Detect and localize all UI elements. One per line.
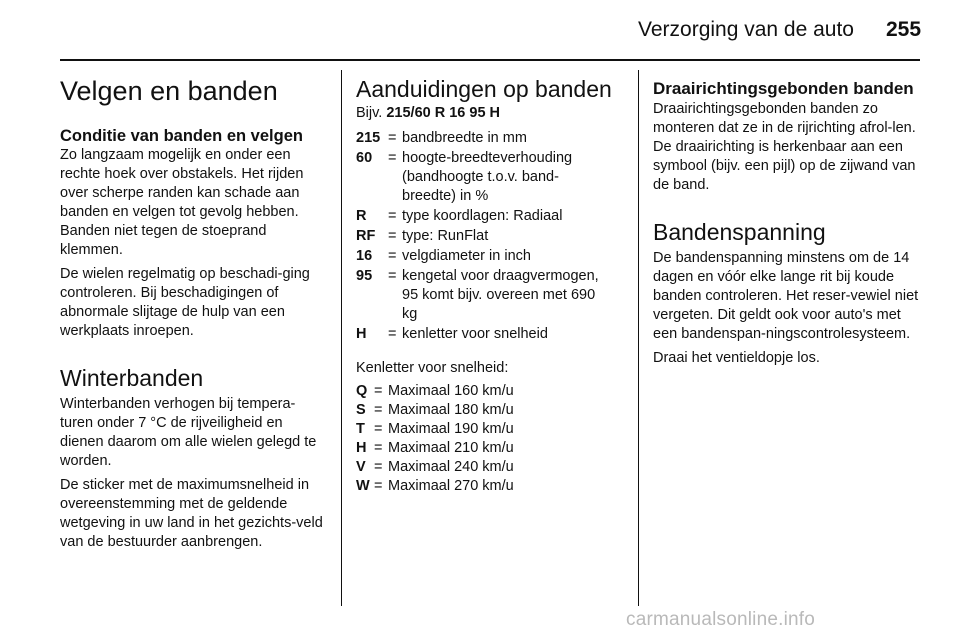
paragraph-bandenspanning-2: Draai het ventieldopje los. bbox=[653, 350, 820, 366]
speed-row-term: W bbox=[356, 478, 370, 494]
speed-table bbox=[356, 382, 514, 496]
definition-row bbox=[356, 149, 606, 207]
paragraph-conditie-2: De wielen regelmatig op beschadi-ging controleren. Bij beschadigingen of abnormale slijtage de hulp van een werkplaats inroepen. bbox=[60, 266, 310, 339]
speed-row-equals: = bbox=[374, 402, 383, 418]
column-1 bbox=[60, 74, 328, 557]
speed-row-description: Maximaal 180 km/u bbox=[388, 402, 514, 418]
paragraph-conditie-1: Zo langzaam mogelijk en onder een rechte hoek over obstakels. Het rijden over scherpe randen kan schade aan banden en velgen tot gevolg hebben. Banden niet tegen de stoeprand klemmen. bbox=[60, 147, 304, 258]
speed-row-term: V bbox=[356, 459, 366, 475]
speed-row-description: Maximaal 160 km/u bbox=[388, 383, 514, 399]
speed-row-equals: = bbox=[374, 440, 383, 456]
definition-row-equals: = bbox=[388, 150, 397, 166]
subheading-bandenspanning: Bandenspanning bbox=[653, 219, 826, 245]
speed-row-equals: = bbox=[374, 478, 383, 494]
paragraph-bandenspanning-1: De bandenspanning minstens om de 14 dagen en vóór elke lange rit bij koude banden controleren. Het reser-vewiel niet vergeten. Dit geldt ook voor auto's met een bandenspan-ningscontrolesysteem. bbox=[653, 250, 919, 342]
speed-row-description: Maximaal 240 km/u bbox=[388, 459, 514, 475]
column-separator-2 bbox=[638, 70, 639, 606]
speed-row-term: Q bbox=[356, 383, 368, 399]
speed-row bbox=[356, 477, 514, 496]
section-heading-velgen: Velgen en banden bbox=[60, 76, 278, 106]
subheading-draairichting: Draairichtingsgebonden banden bbox=[653, 79, 914, 98]
column-3 bbox=[653, 74, 923, 373]
speed-intro: Kenletter voor snelheid: bbox=[356, 360, 509, 376]
subheading-conditie: Conditie van banden en velgen bbox=[60, 127, 303, 145]
definition-row-term: 16 bbox=[356, 248, 373, 264]
definition-row bbox=[356, 267, 606, 325]
speed-row bbox=[356, 458, 514, 477]
definition-row-equals: = bbox=[388, 208, 397, 224]
definition-row-equals: = bbox=[388, 130, 397, 146]
definition-row-equals: = bbox=[388, 326, 397, 342]
definition-row-description: type: RunFlat bbox=[402, 228, 489, 244]
speed-row-description: Maximaal 190 km/u bbox=[388, 421, 514, 437]
definition-row bbox=[356, 129, 606, 149]
speed-row bbox=[356, 382, 514, 401]
definition-row bbox=[356, 207, 606, 227]
page-number: 255 bbox=[886, 18, 922, 41]
speed-row bbox=[356, 420, 514, 439]
example-line bbox=[356, 104, 606, 123]
definition-row-description: velgdiameter in inch bbox=[402, 248, 531, 264]
definition-row bbox=[356, 227, 606, 247]
speed-row-equals: = bbox=[374, 459, 383, 475]
definition-row-description: bandbreedte in mm bbox=[402, 130, 527, 146]
column-2 bbox=[356, 74, 612, 496]
definition-row-term: RF bbox=[356, 228, 376, 244]
speed-row-term: H bbox=[356, 440, 367, 456]
header-rule bbox=[60, 59, 920, 61]
paragraph-draairichting: Draairichtingsgebonden banden zo monteren dat ze in de rijrichting afrol-len. De draairichting is herkenbaar aan een symbool (bijv. een pijl) op de zijwand van de band. bbox=[653, 101, 916, 193]
paragraph-winter-2: De sticker met de maximumsnelheid in overeenstemming met de geldende wetgeving in uw land in het gezichts-veld van de bestuurder aanbrengen. bbox=[60, 477, 323, 550]
definition-row-term: 60 bbox=[356, 150, 373, 166]
speed-row-equals: = bbox=[374, 421, 383, 437]
definition-row-description: type koordlagen: Radiaal bbox=[402, 208, 563, 224]
speed-row-equals: = bbox=[374, 383, 383, 399]
definition-row-equals: = bbox=[388, 248, 397, 264]
subheading-winterbanden: Winterbanden bbox=[60, 365, 204, 391]
speed-row-description: Maximaal 210 km/u bbox=[388, 440, 514, 456]
watermark-text: carmanualsonline.info bbox=[626, 609, 816, 630]
definition-row-term: 215 bbox=[356, 130, 381, 146]
definition-row-description: kenletter voor snelheid bbox=[402, 326, 548, 342]
definition-row-description: kengetal voor draagvermogen, 95 komt bijv. overeen met 690 kg bbox=[402, 268, 599, 322]
definition-row bbox=[356, 247, 606, 267]
column-separator-1 bbox=[341, 70, 342, 606]
definition-row-term: R bbox=[356, 208, 367, 224]
definitions-table bbox=[356, 129, 606, 345]
speed-row-term: T bbox=[356, 421, 365, 437]
definition-row-description: hoogte-breedteverhouding (bandhoogte t.o.v. band-breedte) in % bbox=[402, 150, 573, 204]
definition-row-equals: = bbox=[388, 228, 397, 244]
paragraph-winter-1: Winterbanden verhogen bij tempera-turen onder 7 °C de rijveiligheid en dienen daarom om alle wielen gelegd te worden. bbox=[60, 396, 317, 469]
example-code: 215/60 R 16 95 H bbox=[386, 105, 501, 121]
definition-row-equals: = bbox=[388, 268, 397, 284]
section-heading-aanduidingen: Aanduidingen op banden bbox=[356, 76, 612, 102]
speed-row-description: Maximaal 270 km/u bbox=[388, 478, 514, 494]
definition-row-term: H bbox=[356, 326, 367, 342]
speed-row bbox=[356, 401, 514, 420]
header-title: Verzorging van de auto bbox=[638, 18, 854, 41]
speed-row bbox=[356, 439, 514, 458]
definition-row-term: 95 bbox=[356, 268, 373, 284]
example-prefix: Bijv. bbox=[356, 105, 383, 121]
speed-row-term: S bbox=[356, 402, 366, 418]
definition-row bbox=[356, 325, 606, 345]
